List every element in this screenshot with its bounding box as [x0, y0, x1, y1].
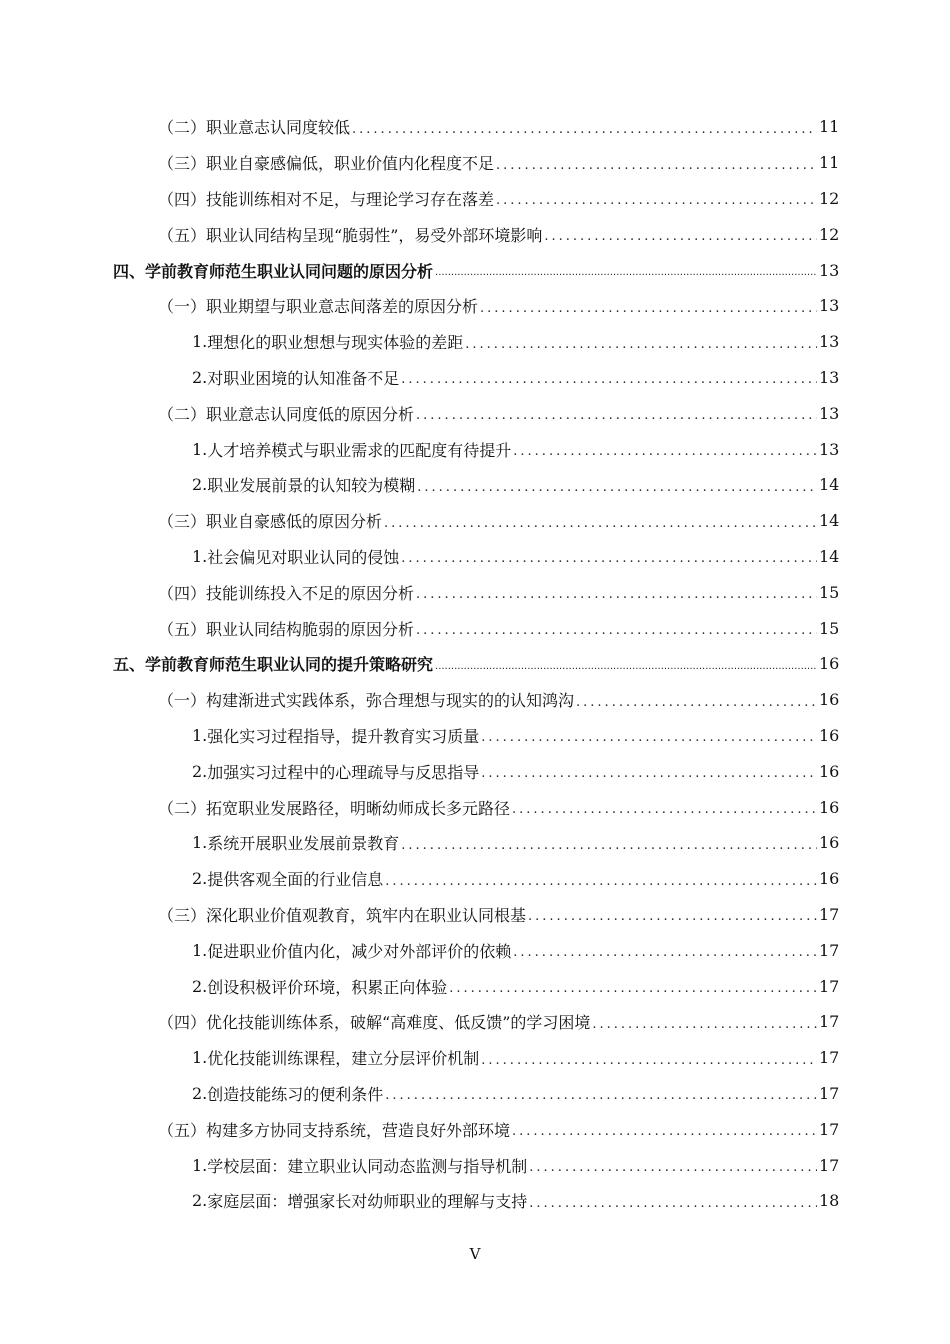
toc-entry[interactable] [0, 682, 950, 718]
toc-entry-title: 创设积极评价环境，积累正向体验 [207, 977, 448, 997]
toc-entry[interactable] [0, 539, 950, 575]
toc-entry[interactable] [0, 1076, 950, 1112]
toc-entry[interactable] [0, 324, 950, 360]
toc-entry-title: 系统开展职业发展前景教育 [207, 834, 400, 854]
toc-entry[interactable] [0, 181, 950, 217]
toc-entry-number: （二） [158, 798, 207, 818]
toc-entry-page: 17 [819, 1048, 840, 1068]
dot-leader [513, 445, 817, 467]
toc-entry-title: 技能训练投入不足的原因分析 [206, 583, 415, 603]
toc-entry-number: （二） [158, 404, 207, 424]
toc-entry-title: 加强实习过程中的心理疏导与反思指导 [207, 762, 480, 782]
toc-entry-number: 1. [192, 439, 208, 459]
toc-entry-page: 13 [819, 296, 840, 316]
toc-entry-number: 1. [192, 725, 208, 745]
dot-leader [481, 731, 817, 753]
toc-entry-number: （三） [158, 905, 207, 925]
toc-entry-title: 家庭层面：增强家长对幼师职业的理解与支持 [207, 1192, 528, 1212]
dot-leader [480, 302, 817, 324]
toc-entry-number: 2. [192, 1083, 208, 1103]
toc-entry-title: 学校层面：建立职业认同动态监测与指导机制 [207, 1156, 528, 1176]
toc-entry-title: 职业意志认同度较低 [206, 118, 351, 138]
toc-entry-number: 2. [192, 761, 208, 781]
toc-entry[interactable] [0, 503, 950, 539]
toc-entry[interactable] [0, 932, 950, 968]
toc-entry-page: 17 [819, 904, 840, 924]
dot-leader [513, 946, 817, 968]
toc-entry-title: 职业发展前景的认知较为模糊 [207, 476, 416, 496]
toc-entry-title: 职业认同结构脆弱的原因分析 [206, 619, 415, 639]
toc-entry-page: 14 [819, 546, 840, 566]
toc-entry-page: 17 [819, 940, 840, 960]
dot-leader [401, 373, 817, 395]
dot-leader [401, 839, 817, 861]
dot-leader [481, 1054, 817, 1076]
dot-leader [352, 123, 817, 145]
dot-leader [416, 409, 817, 431]
toc-entry-page: 13 [819, 260, 840, 280]
toc-entry-title: 理想化的职业想想与现实体验的差距 [207, 333, 464, 353]
toc-entry-number: （四） [158, 583, 207, 603]
toc-entry[interactable] [0, 861, 950, 897]
toc-entry-page: 13 [819, 403, 840, 423]
toc-entry-number: 1. [192, 833, 208, 853]
toc-entry-page: 16 [819, 654, 840, 674]
toc-entry-page: 17 [819, 1083, 840, 1103]
toc-entry-title: 职业期望与职业意志间落差的原因分析 [206, 297, 479, 317]
toc-entry[interactable] [0, 145, 950, 181]
toc-entry-page: 14 [819, 475, 840, 495]
toc-entry-number: （五） [158, 619, 207, 639]
toc-entry-page: 17 [819, 976, 840, 996]
toc-entry[interactable] [0, 1183, 950, 1219]
toc-entry-title: 技能训练相对不足，与理论学习存在落差 [206, 189, 495, 209]
toc-entry-page: 16 [819, 869, 840, 889]
toc-entry[interactable] [0, 1004, 950, 1040]
toc-entry-title: 创造技能练习的便利条件 [207, 1084, 384, 1104]
toc-entry-number: （四） [158, 189, 207, 209]
toc-entry[interactable] [0, 1111, 950, 1147]
page-number: V [469, 1245, 481, 1263]
toc-entry-page: 13 [819, 332, 840, 352]
toc-entry-number: 1. [192, 332, 208, 352]
toc-entry-title: 深化职业价值观教育，筑牢内在职业认同根基 [206, 905, 527, 925]
toc-entry-number: （一） [158, 297, 207, 317]
dot-leader [512, 1125, 817, 1147]
toc-entry-title: 职业自豪感低的原因分析 [206, 512, 383, 532]
toc-entry-page: 11 [819, 117, 840, 137]
toc-entry-number: 2. [192, 869, 208, 889]
toc-entry-number: 2. [192, 475, 208, 495]
dot-leader [435, 268, 817, 288]
toc-entry-page: 13 [819, 439, 840, 459]
toc-entry-number: （四） [158, 1013, 207, 1033]
toc-entry-page: 12 [819, 188, 840, 208]
toc-entry-title: 职业意志认同度低的原因分析 [206, 404, 415, 424]
toc-entry-page: 16 [819, 725, 840, 745]
dot-leader [417, 481, 817, 503]
toc-entry-title: 对职业困境的认知准备不足 [207, 368, 400, 388]
toc-entry-title: 社会偏见对职业认同的侵蚀 [207, 547, 400, 567]
toc-entry-number: 2. [192, 367, 208, 387]
toc-entry[interactable] [0, 395, 950, 431]
toc-entry-page: 15 [819, 618, 840, 638]
toc-entry-number: （三） [158, 154, 207, 174]
toc-entry-number: （五） [158, 225, 207, 245]
dot-leader [496, 159, 817, 181]
toc-entry-number: 2. [192, 1191, 208, 1211]
dot-leader [401, 552, 817, 574]
toc-entry-page: 13 [819, 367, 840, 387]
toc-entry[interactable] [0, 753, 950, 789]
dot-leader [465, 338, 817, 360]
toc-entry-number: （二） [158, 118, 207, 138]
table-of-contents [0, 109, 950, 1219]
toc-entry-page: 15 [819, 582, 840, 602]
toc-entry[interactable] [0, 360, 950, 396]
toc-entry[interactable] [0, 431, 950, 467]
toc-entry-page: 17 [819, 1155, 840, 1175]
toc-entry-page: 16 [819, 797, 840, 817]
toc-entry[interactable] [0, 789, 950, 825]
dot-leader [529, 1161, 817, 1183]
toc-entry-number: 1. [192, 940, 208, 960]
toc-entry-title: 促进职业价值内化，减少对外部评价的依赖 [207, 941, 512, 961]
toc-entry[interactable] [0, 825, 950, 861]
toc-entry[interactable] [0, 1147, 950, 1183]
toc-entry-title: 优化技能训练课程，建立分层评价机制 [207, 1049, 480, 1069]
toc-entry-number: （一） [158, 691, 207, 711]
toc-entry-number: 1. [192, 1155, 208, 1175]
toc-entry-number: （五） [158, 1120, 207, 1140]
toc-entry-page: 16 [819, 690, 840, 710]
toc-entry-title: 强化实习过程指导，提升教育实习质量 [207, 726, 480, 746]
toc-entry-page: 17 [819, 1119, 840, 1139]
toc-entry[interactable] [0, 897, 950, 933]
dot-leader [529, 1197, 817, 1219]
toc-entry-number: （三） [158, 512, 207, 532]
dot-leader [592, 1018, 817, 1040]
toc-entry-page: 11 [819, 153, 840, 173]
toc-entry-page: 16 [819, 761, 840, 781]
dot-leader [416, 588, 817, 610]
toc-entry[interactable] [0, 968, 950, 1004]
toc-entry[interactable] [0, 216, 950, 252]
dot-leader [385, 1089, 817, 1111]
toc-entry-page: 14 [819, 511, 840, 531]
dot-leader [384, 517, 817, 539]
dot-leader [544, 230, 817, 252]
toc-entry-title: 构建渐进式实践体系，弥合理想与现实的的认知鸿沟 [206, 691, 575, 711]
toc-entry[interactable] [0, 288, 950, 324]
dot-leader [385, 875, 817, 897]
toc-entry[interactable] [0, 646, 950, 682]
toc-entry[interactable] [0, 467, 950, 503]
toc-entry[interactable] [0, 610, 950, 646]
toc-entry-page: 12 [819, 224, 840, 244]
dot-leader [416, 624, 817, 646]
toc-entry[interactable] [0, 718, 950, 754]
dot-leader [435, 662, 817, 682]
toc-entry-page: 17 [819, 1012, 840, 1032]
toc-entry-number: 1. [192, 1048, 208, 1068]
dot-leader [449, 982, 817, 1004]
dot-leader [576, 696, 817, 718]
toc-entry-title: 四、学前教育师范生职业认同问题的原因分析 [113, 261, 434, 281]
toc-entry-title: 职业自豪感偏低，职业价值内化程度不足 [206, 154, 495, 174]
toc-entry-title: 五、学前教育师范生职业认同的提升策略研究 [113, 655, 434, 675]
toc-entry-page: 16 [819, 833, 840, 853]
dot-leader [528, 910, 817, 932]
toc-entry[interactable] [0, 109, 950, 145]
toc-entry-title: 职业认同结构呈现“脆弱性”，易受外部环境影响 [206, 225, 543, 245]
toc-entry[interactable] [0, 1040, 950, 1076]
toc-entry-title: 构建多方协同支持系统，营造良好外部环境 [206, 1120, 511, 1140]
toc-entry-page: 18 [819, 1191, 840, 1211]
toc-entry-number: 2. [192, 976, 208, 996]
dot-leader [512, 803, 817, 825]
dot-leader [481, 767, 817, 789]
toc-entry-number: 1. [192, 546, 208, 566]
toc-entry[interactable] [0, 574, 950, 610]
toc-entry-title: 拓宽职业发展路径，明晰幼师成长多元路径 [206, 798, 511, 818]
dot-leader [496, 194, 817, 216]
toc-entry-title: 提供客观全面的行业信息 [207, 870, 384, 890]
toc-entry-title: 人才培养模式与职业需求的匹配度有待提升 [207, 440, 512, 460]
toc-entry-title: 优化技能训练体系，破解“高难度、低反馈”的学习困境 [206, 1013, 591, 1033]
toc-entry[interactable] [0, 252, 950, 288]
